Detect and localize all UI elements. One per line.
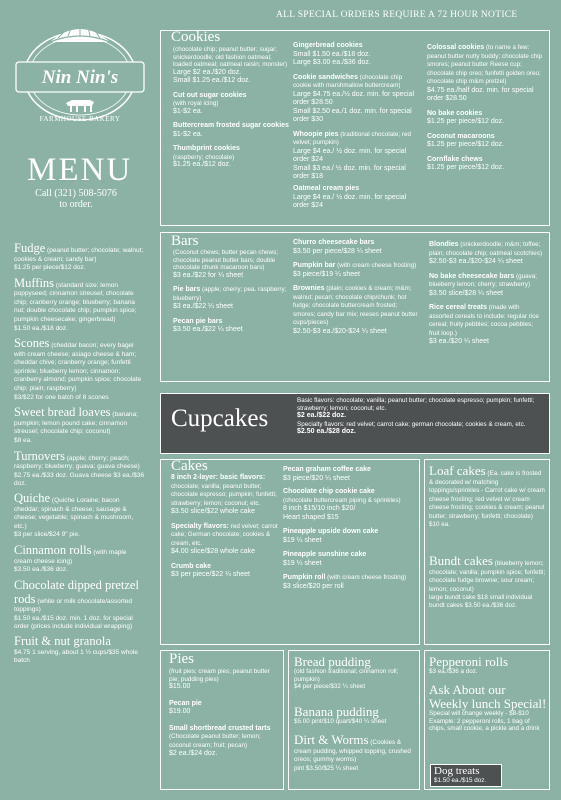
item-name: Sweet bread loaves (14, 405, 111, 420)
item-price: $3 per piece/$22 ¼ sheet (171, 571, 251, 579)
cupcakes-details (297, 397, 545, 437)
item-price: $4.75 1 serving, about 1 ½ cups/$35 whole batch (14, 648, 138, 664)
item-price: $3.50 ea./$36 doz. (14, 566, 68, 574)
item-granola (14, 635, 146, 664)
cupcakes-specialty-price: $2.50 ea./$28 doz. (297, 428, 356, 436)
item-name: Pie bars (173, 286, 201, 294)
cookie-item (427, 156, 543, 173)
specials-section (424, 650, 550, 790)
cake-item (283, 528, 417, 545)
cake-item (283, 574, 417, 591)
item-desc: (with cream cheese frosting) (325, 574, 407, 582)
item-name: Buttercream frosted sugar cookies (173, 122, 289, 130)
item-desc: (made with assorted cereals to include: regular rice cereal; fruity pebbles; cocoa pebbles; fruit loop.) (429, 304, 539, 337)
item-price: $3/$22 for one batch of 8 scones (14, 393, 109, 401)
item-name: Pecan graham coffee cake (283, 466, 371, 473)
bundt-cakes (429, 554, 547, 609)
item-desc: (snickerdoodle; m&m; toffee; plain; chocolate chip; oatmeal scotchies) (429, 241, 543, 257)
pies-title: Pies (169, 651, 195, 667)
cakes-col1 (171, 474, 281, 583)
pepperoni-title: Pepperoni rolls (429, 654, 509, 669)
cookie-item (427, 133, 543, 150)
bar-item (173, 249, 289, 280)
item-desc: (with maple cream cheese icing) (14, 549, 127, 565)
cookie-item (427, 110, 543, 127)
item-price: $2.50-$3 ea./$20-$24 ¼ sheet (429, 258, 523, 266)
cookie-item (293, 185, 419, 211)
cookie-item (173, 46, 291, 86)
item-price: $1-$2 ea. (173, 107, 203, 115)
banana-pudding (294, 705, 418, 726)
item-price: $3 ea./$22 ¼ sheet (173, 303, 233, 311)
item-desc: (traditional chocolate; red velvet; pumpkin) (293, 130, 411, 147)
item-desc: (raspberry; chocolate) (173, 153, 235, 161)
item-desc: (guava; blueberry lemon; cherry; strawberry) (429, 272, 537, 289)
item-desc: (standard size: lemon poppyseed; cinnamon streusel; chocolate chip; cranberry orange; blueberry; banana nut; double chocolate chip; pumpkin spice; pumpkin cheesecake; gingerbread) (14, 281, 137, 323)
item-price: $1-$2 ea. (173, 130, 203, 138)
item-desc: (fruit pies; cream pies; peanut butter pie; pudding pies) (169, 668, 270, 683)
item-name: Cut out sugar cookies (173, 91, 247, 99)
item-fudge (14, 242, 146, 272)
logo-tagline: FARMHOUSE BAKERY (39, 115, 121, 123)
item-desc: (chocolate chip cookie with marshmallow buttercream) (293, 73, 403, 90)
item-price: $1.25 per piece/$12 doz. (427, 141, 505, 149)
item-price: $3 ea./$20 ¼ sheet (429, 338, 489, 346)
item-name: Scones (14, 336, 50, 351)
item-scones (14, 337, 146, 401)
bread-pudding-desc: (old fashion traditional; cinnamon roll; pumpkin) (294, 668, 399, 683)
bread-pudding-title: Bread pudding (294, 654, 371, 669)
banana-pudding-price: $5.00 pint/$10 quart/$40 ¼ sheet (294, 718, 387, 725)
cookie-item (173, 122, 291, 139)
dog-price: $1.50 ea./$15 doz. (434, 777, 487, 784)
bread-pudding (294, 655, 418, 691)
item-price: $4.75 ea./half doz. min. for special order $28.50 (427, 86, 534, 103)
item-price: $3.50 slice/$22 whole cake (171, 508, 256, 516)
bar-item (429, 273, 545, 299)
loaf-price: $10 ea. (429, 521, 451, 529)
pie-item (169, 725, 281, 759)
pie-item (169, 668, 281, 692)
item-desc: (plain; cookies & cream; m&m; walnut; pecan; chocolate chip/chunk; hot fudge; chocolate buttercream frosted; smores; candy bar mix; reeses peanut butter cups/pieces) (293, 285, 418, 327)
cake-item (283, 488, 417, 522)
cookies-col2 (293, 42, 419, 214)
item-price: $3 per slice/$24 9" pie. (14, 531, 80, 539)
item-name: Specialty flavors: (171, 522, 229, 530)
item-desc: (chocolate buttercream piping & sprinkles) (283, 496, 401, 504)
item-price: $1.25 per piece/$12 doz. (427, 164, 505, 172)
pepperoni-price: $3 ea./$36 a doz. (429, 668, 478, 675)
bread-pudding-price: $4 per piece/$32 ¼ sheet (294, 683, 366, 691)
dirt-desc: (Cookies & cream pudding, whipped topping, crushed oreos; gummy worms) (294, 739, 411, 764)
item-muffins (14, 277, 146, 332)
item-name: Crumb cake (171, 562, 212, 570)
item-desc: (white or milk chocolate/assorted toppings) (14, 597, 132, 614)
banana-pudding-title: Banana pudding (294, 704, 379, 719)
item-desc: (Chocolate peanut butter; lemon; coconut cream; fruit; pecan) (169, 733, 261, 749)
cookie-item (173, 92, 291, 117)
item-name: No bake cookies (427, 109, 483, 117)
bundt-price: large bundt cake $18 small individual bundt cakes $3.50 ea./$36 doz. (429, 594, 533, 609)
lunch-title: Ask About our Weekly lunch Special! (429, 682, 547, 711)
item-price: $15.00 (169, 683, 191, 691)
item-name: Quiche (14, 491, 51, 506)
item-price: $4.00 slice/$28 whole cake (171, 548, 256, 556)
item-name: 8 inch 2-layer: basic flavors: (171, 474, 266, 481)
item-desc: (chocolate chip; peanut butter; sugar; snickerdoodle; old fashion oatmeal; loaded oatmeal; oatmeal raisin; monster) (173, 46, 288, 69)
cupcakes-section (160, 393, 550, 454)
item-name: Churro cheesecake bars (293, 239, 375, 246)
item-desc: (Quiche Loraine; bacon cheddar; spinach & cheese; sausage & cheese; vegetable; spinach & mushroom, etc.) (14, 497, 134, 530)
cookie-item (427, 44, 543, 104)
loaf-desc: (Ea. cake is frosted & decorated w/ matching toppings/sprinkles - Carrot cake w/ cream cheese frosting; red velvet w/ cream cheese frosting; cookies & cream; peanut butter; strawberry; funfetti; chocolate) (429, 470, 545, 520)
item-cinnamon-rolls (14, 544, 146, 574)
cakes-col2 (283, 466, 417, 594)
pepperoni-rolls (429, 655, 547, 676)
item-name: Cinnamon rolls (14, 543, 92, 558)
loaf-bundt-section (424, 459, 550, 645)
cake-item (171, 474, 281, 517)
logo (10, 10, 150, 138)
item-name: Gingerbread cookies (293, 42, 363, 49)
bar-item (173, 286, 289, 312)
cake-item (283, 466, 417, 483)
item-price: $2 ea./$24 doz. (169, 750, 218, 758)
item-desc: (Coconut chews; butter pecan chews; chocolate peanut butter bars; double chocolate chunk macaroon bars) (173, 249, 279, 272)
item-desc: (apple; cherry; pea. raspberry; blueberry) (173, 286, 287, 302)
loaf-title: Loaf cakes (429, 463, 486, 478)
bar-item (173, 318, 289, 335)
item-name: Colossal cookies (427, 44, 485, 51)
puddings-section (288, 650, 420, 790)
cakes-title: Cakes (171, 458, 208, 474)
item-name: Whoopie pies (293, 130, 339, 138)
left-column (14, 242, 146, 669)
item-name: Rice cereal treats (429, 304, 487, 312)
item-price: Small $1.50 ea./$18 doz. Large $3.00 ea./$36 doz. (293, 50, 371, 67)
item-name: Cornflake chews (427, 155, 483, 163)
item-quiche (14, 492, 146, 539)
item-name: Pineapple sunshine cake (283, 551, 367, 559)
cake-item (283, 551, 417, 568)
menu-title: MENU (27, 152, 133, 188)
pies-section (160, 650, 284, 790)
bundt-desc: (blueberry lemon; chocolate; vanilla; pumpkin spice; funfetti; chocolate fudge brownie; sour cream; lemon; coconut) (429, 560, 546, 593)
item-desc: (cheddar bacon; every bagel with cream cheese; asiago cheese & ham; cheddar chive; cranberry orange; funfetti sprinkle; blueberry lemon; cinnamon; cranberry almond; pumpkin spice; chocolate chip; plain; raspberry) (14, 342, 142, 392)
item-price: $2.50-$3 ea./$20-$24 ¼ sheet (293, 327, 387, 335)
item-price: $19 ¼ sheet (283, 559, 322, 567)
item-price: Large $4.75 ea./½ doz. min. for special order $28.50 Small $2.50 ea./1 doz. min. for special order $30 (293, 90, 415, 124)
cupcakes-basic-price: $2 ea./$22 doz. (297, 412, 347, 420)
item-price: Large $4 ea./ ½ doz. min. for special order $24 (293, 193, 407, 210)
special-order-notice: ALL SPECIAL ORDERS REQUIRE A 72 HOUR NOTICE (276, 10, 518, 20)
item-price: $19.00 (169, 708, 191, 716)
item-name: Fruit & nut granola (14, 634, 111, 649)
pie-item (169, 700, 281, 717)
cake-item (171, 523, 281, 557)
bar-item (293, 262, 421, 279)
item-desc: chocolate; vanilla; peanut butter; chocolate espresso; pumpkin; funfetti; strawberry; lemon; coconut; etc. (171, 482, 277, 507)
cookies-section (160, 30, 550, 226)
item-price: Large $4 ea./ ½ doz. min. for special order $24 Small $3 ea./ ½ doz. min. for special order $18 (293, 147, 407, 181)
item-price: $19 ¼ sheet (283, 536, 322, 544)
item-price: $3.50 slice/$28 ¼ sheet (429, 289, 503, 297)
lunch-desc: Special will change weekly - $8-$10 Example: 2 pepperoni rolls, 1 bag of chips, small cookie, a pickle and a drink (429, 710, 540, 733)
cake-item (171, 563, 281, 580)
item-price: $3 slice/$20 per roll (283, 582, 344, 590)
item-name: Small shortbread crusted tarts (169, 724, 271, 732)
item-desc: (banana; pumpkin; lemon pound cake; cinnamon streusel; chocolate chip; coconut) (14, 411, 138, 436)
item-name: Oatmeal cream pies (293, 184, 360, 192)
dirt-title: Dirt & Worms (294, 732, 369, 747)
bars-col2 (293, 239, 421, 339)
bar-item (429, 304, 545, 347)
cookies-title: Cookies (171, 29, 221, 45)
item-price: $2.75 ea./$33 doz. Guava cheese $3 ea./$36 doz. (14, 471, 145, 487)
item-price: $3 ea./$22 for ¼ sheet (173, 271, 244, 279)
item-name: Brownies (293, 285, 325, 293)
pies-items (169, 668, 281, 762)
item-name: Pecan pie bars (173, 317, 223, 325)
bars-col3 (429, 241, 545, 350)
dirt-worms (294, 733, 418, 772)
order-text: to order. (59, 199, 93, 210)
item-name: Chocolate chip cookie cake (283, 488, 375, 496)
item-price: $3.50 per piece/$28 ¼ sheet (293, 247, 382, 255)
bar-item (429, 241, 545, 267)
cupcakes-title: Cupcakes (171, 405, 269, 432)
item-name: Cookie sandwiches (293, 73, 358, 81)
item-desc: red velvet; carrot cake; German chocolate; cookies & cream, etc. (171, 522, 278, 547)
item-pretzel-rods (14, 579, 146, 630)
lunch-special (429, 683, 547, 733)
cookie-item (293, 42, 419, 68)
item-price: $1.25 ea./$12 doz. (173, 161, 231, 169)
cookies-col1 (173, 46, 291, 173)
logo-name: Nin Nin's (41, 67, 119, 88)
item-name: Turnovers (14, 448, 65, 463)
item-name: Thumbprint cookies (173, 145, 240, 153)
item-name: Coconut macaroons (427, 132, 495, 140)
item-desc: (with cream cheese frosting) (335, 262, 417, 270)
cakes-section (160, 459, 420, 645)
item-name: Fudge (14, 241, 46, 255)
item-desc: (apple; cherry; peach; raspberry; blueberry; guava; guava cheese) (14, 454, 140, 471)
item-price: $3 piece/$19 ¼ sheet (293, 270, 360, 278)
cookie-item (293, 131, 419, 182)
phone-number: Call (321) 508-5076 (35, 188, 117, 199)
item-price: $8 ea. (14, 436, 33, 444)
dog-treats (430, 764, 502, 787)
item-name: Muffins (14, 275, 55, 290)
item-price: $1.25 per piece/$12 doz. (427, 118, 505, 126)
item-name: Pineapple upside down cake (283, 528, 379, 536)
dirt-price: pint $3.50/$25 ¼ sheet (294, 764, 359, 772)
bar-item (293, 285, 421, 336)
bar-item (293, 239, 421, 256)
bundt-title: Bundt cakes (429, 553, 493, 568)
cookie-item (173, 145, 291, 170)
item-name: Pumpkin roll (283, 574, 326, 582)
item-name: Pecan pie (169, 699, 202, 707)
item-name: Chocolate dipped pretzel rods (14, 578, 139, 606)
item-name: Blondies (429, 241, 459, 248)
item-price: Large $2 ea./$20 doz. Small $1.25 ea./$12 doz. (173, 68, 251, 85)
item-price: $3.50 ea./$22 ¼ sheet (173, 326, 243, 334)
item-price: $1.50 ea./$15 doz. min. 1 doz. for special order (prices include individual wrapping) (14, 614, 133, 630)
item-name: No bake cheesecake bars (429, 272, 515, 280)
cupcakes-specialty: Specialty flavors: red velvet; carrot cake; german chocolate; cookies & cream, etc. (297, 420, 526, 428)
item-turnovers (14, 450, 146, 488)
dog-title: Dog treats (434, 765, 480, 777)
cupcakes-basic: Basic flavors: chocolate; vanilla; peanut butter; chocolate espresso; pumpkin; funfetti; strawberry; lemon; coconut; etc. (297, 397, 535, 412)
item-sweet-bread (14, 406, 146, 444)
bars-section (160, 232, 550, 382)
item-price: $1.25 per piece/$12 doz. (14, 264, 86, 272)
bars-col1 (173, 249, 289, 338)
item-price: $1.50 ea./$18 doz. (14, 324, 68, 332)
item-name: Pumpkin bar (293, 262, 336, 270)
cookies-col3 (427, 44, 543, 176)
item-desc: (to name a few: peanut butter nutty buddy; chocolate chip smores; peanut butter Reese cup; chocolate chip oreo; funfetti golden oreo; chocolate chip m&m pretzel) (427, 44, 543, 86)
loaf-cakes (429, 464, 547, 529)
cookie-item (293, 74, 419, 125)
item-price: $3 piece/$20 ¼ sheet (283, 474, 350, 482)
item-desc: (with royal icing) (173, 100, 219, 108)
item-price: 8 inch $15/10 inch $20/ Heart shaped $15 (283, 505, 356, 521)
item-desc: (peanut butter; chocolate; walnut; cookies & cream; candy bar) (14, 247, 144, 263)
bars-title: Bars (171, 233, 199, 249)
